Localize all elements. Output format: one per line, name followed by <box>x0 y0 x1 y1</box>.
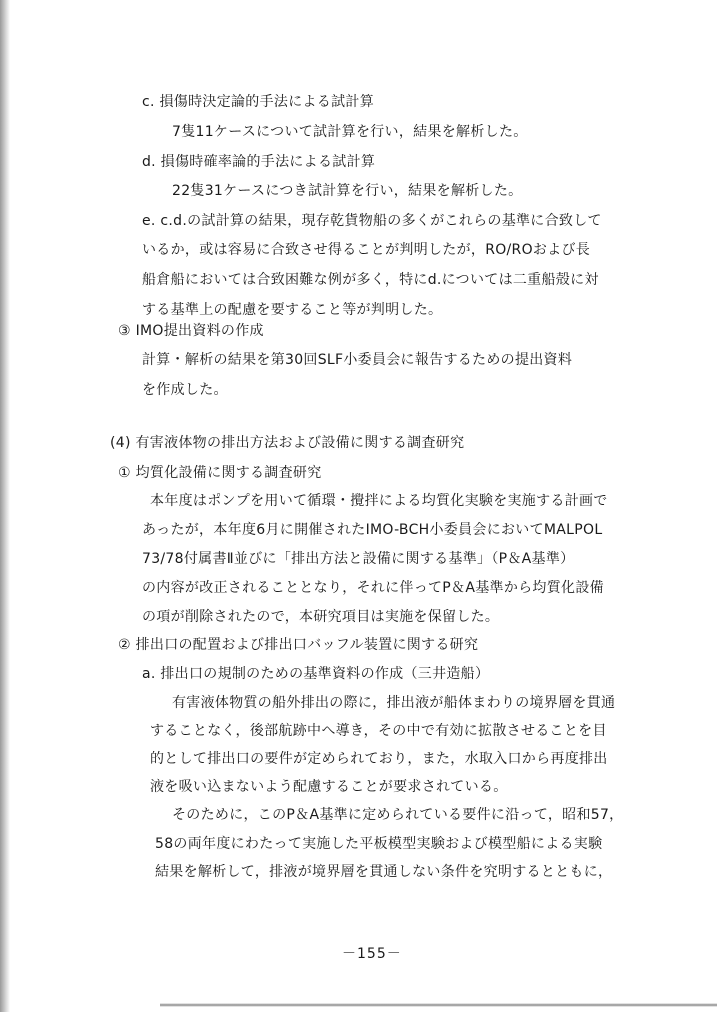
subsection-1-line-1: 本年度はポンプを用いて循環・攪拌による均質化実験を実施する計画で <box>150 493 608 509</box>
section-3-heading: ③ IMO提出資料の作成 <box>118 323 264 339</box>
scan-shadow-left <box>0 0 10 1012</box>
item-c-body: 7隻11ケースについて試計算を行い，結果を解析した。 <box>172 124 528 140</box>
subsection-1-line-4: の内容が改正されることとなり，それに伴ってP＆A基準から均質化設備 <box>142 580 604 596</box>
item-a-line-4: 液を吸い込まないよう配慮することが要求されている。 <box>150 779 508 795</box>
section-3-line-1: 計算・解析の結果を第30回SLF小委員会に報告するための提出資料 <box>142 352 573 368</box>
section-3-line-2: を作成した。 <box>142 382 228 398</box>
item-c-heading: c. 損傷時決定論的手法による試計算 <box>142 94 374 110</box>
section-4-heading: (4) 有害液体物の排出方法および設備に関する調査研究 <box>110 435 465 451</box>
page-number: －155－ <box>342 946 402 962</box>
item-a-line-7: 結果を解析して，排液が境界層を貫通しない条件を究明するとともに， <box>155 864 613 880</box>
item-d-heading: d. 損傷時確率論的手法による試計算 <box>142 154 376 170</box>
subsection-1-line-2: あったが，本年度6月に開催されたIMO-BCH小委員会においてMALPOL <box>142 522 603 538</box>
item-e-line-3: 船倉船においては合致困難な例が多く，特にd.については二重船殻に対 <box>142 272 599 288</box>
subsection-2-heading: ② 排出口の配置および排出口バッフル装置に関する研究 <box>118 637 479 653</box>
subsection-1-heading: ① 均質化設備に関する調査研究 <box>118 465 322 481</box>
item-a-line-6: 58の両年度にわたって実施した平板模型実験および模型船による実験 <box>155 836 603 852</box>
item-e-line-1: e. c.d.の試計算の結果，現存乾貨物船の多くがこれらの基準に合致して <box>142 213 602 229</box>
subsection-1-line-5: の項が削除されたので，本研究項目は実施を保留した。 <box>142 609 500 625</box>
item-e-line-2: いるか，或は容易に合致させ得ることが判明したが，RO/ROおよび長 <box>142 242 591 258</box>
item-a-line-1: 有害液体物質の船外排出の際に，排出液が船体まわりの境界層を貫通 <box>172 695 616 711</box>
item-a-line-2: することなく，後部航跡中へ導き，その中で有効に拡散させることを目 <box>150 723 607 739</box>
item-e-line-4: する基準上の配慮を要すること等が判明した。 <box>142 302 443 318</box>
item-a-heading: a. 排出口の規制のための基準資料の作成（三井造船） <box>142 666 490 682</box>
item-d-body: 22隻31ケースにつき試計算を行い，結果を解析した。 <box>172 183 523 199</box>
item-a-line-3: 的として排出口の要件が定められており，また，水取入口から再度排出 <box>150 751 608 767</box>
scan-shadow-bottom <box>160 1003 717 1007</box>
subsection-1-line-3: 73/78付属書Ⅱ並びに「排出方法と設備に関する基準」（P＆A基準） <box>142 551 575 567</box>
item-a-line-5: そのために，このP＆A基準に定められている要件に沿って，昭和57， <box>172 807 624 823</box>
